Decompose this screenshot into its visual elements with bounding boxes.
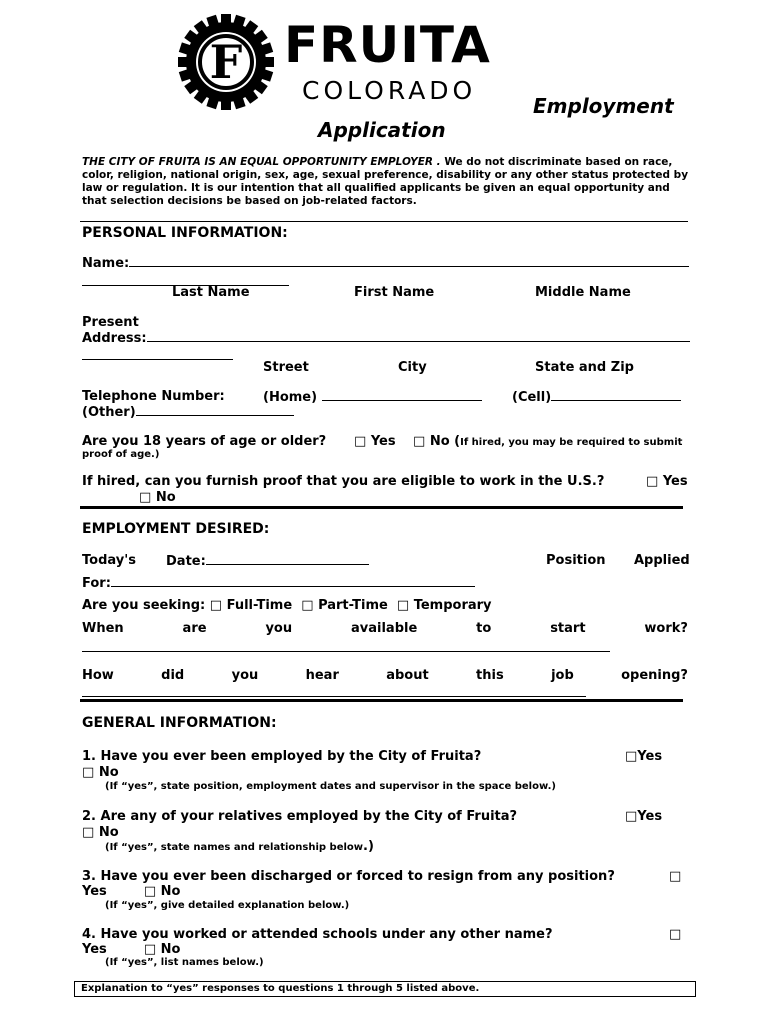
q4-no-checkbox[interactable]: □	[143, 942, 157, 957]
part-time-checkbox[interactable]: □	[301, 598, 314, 613]
other-phone-row	[82, 404, 294, 420]
age-no-label: No	[429, 434, 450, 449]
todays-date-row	[166, 553, 369, 569]
question-2: 2. Are any of your relatives employed by the City of Fruita?	[82, 809, 518, 824]
age-note: If hired, you may be required to submit	[460, 437, 683, 448]
address-field-continued[interactable]	[82, 348, 233, 360]
divider	[80, 506, 683, 509]
other-label: (Other)	[82, 405, 136, 420]
employment-heading: EMPLOYMENT DESIRED:	[82, 521, 270, 537]
work-yes-option[interactable]	[646, 474, 688, 489]
q2-yes-checkbox[interactable]: □	[625, 809, 638, 824]
part-time-label: Part-Time	[318, 598, 388, 613]
question-4: 4. Have you worked or attended schools under any other name?	[82, 927, 553, 942]
age-yes-option[interactable]	[354, 434, 396, 449]
available-word: start	[550, 621, 586, 636]
telephone-label: Telephone Number:	[82, 389, 225, 404]
available-word: When	[82, 621, 124, 636]
q3-note: (If “yes”, give detailed explanation below.)	[105, 900, 350, 911]
q1-yes-checkbox[interactable]: □	[625, 749, 638, 764]
last-name-caption: Last Name	[172, 285, 250, 300]
age-note-continued: proof of age.)	[82, 449, 160, 460]
present-label: Present	[82, 315, 139, 330]
available-word: are	[182, 621, 207, 636]
date-label: Date:	[166, 554, 206, 569]
q2-note-end: .)	[363, 839, 374, 854]
q2-no-option[interactable]	[82, 825, 119, 840]
street-caption: Street	[263, 360, 309, 375]
cell-phone-field[interactable]	[551, 389, 681, 401]
seeking-row	[82, 598, 492, 613]
temporary-label: Temporary	[413, 598, 492, 613]
q4-note: (If “yes”, list names below.)	[105, 957, 264, 968]
name-field[interactable]	[129, 255, 689, 267]
date-field[interactable]	[206, 553, 369, 565]
q3-options	[82, 884, 180, 899]
q4-yes-label: Yes	[82, 942, 107, 957]
general-heading: GENERAL INFORMATION:	[82, 715, 277, 731]
explanation-label: Explanation to “yes” responses to questions 1 through 5 listed above.	[81, 983, 480, 994]
divider	[80, 221, 688, 222]
seeking-label: Are you seeking:	[82, 598, 206, 613]
q2-yes-option[interactable]	[625, 809, 662, 824]
work-no-label: No	[155, 490, 176, 505]
q2-yes-label: Yes	[637, 809, 663, 824]
q3-no-label: No	[160, 884, 181, 899]
name-label: Name:	[82, 256, 130, 271]
q3-yes-checkbox[interactable]: □	[669, 869, 682, 884]
hear-word: did	[161, 668, 185, 683]
age-no-checkbox[interactable]: □	[413, 434, 426, 449]
available-word: available	[350, 621, 418, 636]
hear-word: job	[551, 668, 574, 683]
eeo-statement	[82, 156, 692, 208]
q1-no-checkbox[interactable]: □	[82, 765, 95, 780]
work-yes-label: Yes	[662, 474, 688, 489]
middle-name-caption: Middle Name	[535, 285, 631, 300]
hear-field[interactable]	[82, 685, 586, 697]
age-note-paren: (	[454, 434, 461, 449]
question-1: 1. Have you ever been employed by the City of Fruita?	[82, 749, 482, 764]
logo-subname: COLORADO	[302, 76, 477, 105]
full-time-checkbox[interactable]: □	[209, 598, 223, 613]
first-name-caption: First Name	[354, 285, 435, 300]
home-phone-field[interactable]	[322, 389, 482, 401]
temporary-checkbox[interactable]: □	[396, 598, 410, 613]
home-phone-row	[263, 389, 482, 405]
divider	[80, 699, 683, 702]
eeo-lead: THE CITY OF FRUITA IS AN EQUAL OPPORTUNITY EMPLOYER .	[82, 156, 441, 168]
age-yes-checkbox[interactable]: □	[354, 434, 367, 449]
work-no-option[interactable]	[139, 490, 176, 505]
hear-word: this	[476, 668, 504, 683]
q3-yes-label: Yes	[82, 884, 107, 899]
other-phone-field[interactable]	[136, 404, 294, 416]
cell-label: (Cell)	[512, 390, 552, 405]
q4-yes-checkbox[interactable]: □	[669, 927, 682, 942]
eeo-body: We do not discriminate based on race, color, religion, national origin, sex, age, sexual preference, disability or any other status protected by law or regulation. It is our intention that all qualified applicants be given an equal opportunity and that selection decisions be based on job-related factors.	[82, 156, 689, 207]
available-word: to	[476, 621, 492, 636]
logo-name: FRUITA	[284, 16, 491, 74]
personal-heading: PERSONAL INFORMATION:	[82, 225, 288, 241]
available-question	[82, 621, 688, 636]
full-time-label: Full-Time	[226, 598, 293, 613]
city-caption: City	[398, 360, 427, 375]
age-question: Are you 18 years of age or older?	[82, 434, 327, 449]
name-row	[82, 255, 689, 271]
hear-question	[82, 668, 688, 683]
available-word: work?	[644, 621, 688, 636]
q1-no-option[interactable]	[82, 765, 119, 780]
for-label: For:	[82, 576, 111, 591]
title-line-2: Application	[318, 118, 446, 142]
work-no-checkbox[interactable]: □	[139, 490, 152, 505]
question-3: 3. Have you ever been discharged or forced to resign from any position?	[82, 869, 615, 884]
available-word: you	[265, 621, 293, 636]
work-yes-checkbox[interactable]: □	[646, 474, 659, 489]
hear-word: you	[231, 668, 259, 683]
position-word-2: Applied	[634, 553, 690, 568]
q4-no-label: No	[160, 942, 181, 957]
q1-note: (If “yes”, state position, employment dates and supervisor in the space below.)	[105, 781, 556, 792]
address-label: Address:	[82, 331, 147, 346]
q1-yes-label: Yes	[637, 749, 663, 764]
age-no-option[interactable]	[413, 434, 682, 449]
hear-word: about	[386, 668, 429, 683]
q1-no-label: No	[98, 765, 119, 780]
gear-letter: F	[209, 35, 243, 89]
logo	[176, 12, 516, 112]
todays-word-1: Today's	[82, 553, 136, 568]
title-line-1: Employment	[533, 94, 674, 118]
position-word-1: Position	[546, 553, 606, 568]
state-zip-caption: State and Zip	[535, 360, 634, 375]
q2-note-row	[105, 839, 374, 854]
q2-note: (If “yes”, state names and relationship below	[105, 842, 364, 853]
hear-word: How	[82, 668, 114, 683]
address-field[interactable]	[147, 330, 690, 342]
q2-no-checkbox[interactable]: □	[82, 825, 95, 840]
explanation-box[interactable]	[74, 981, 696, 997]
address-row	[82, 330, 690, 346]
cell-phone-row	[512, 389, 681, 405]
q1-yes-option[interactable]	[625, 749, 662, 764]
q2-no-label: No	[98, 825, 119, 840]
available-field[interactable]	[82, 640, 610, 652]
q4-options	[82, 942, 180, 957]
gear-logo-icon	[176, 12, 276, 112]
position-field[interactable]	[111, 575, 475, 587]
age-yes-label: Yes	[370, 434, 396, 449]
work-eligibility-question: If hired, can you furnish proof that you are eligible to work in the U.S.?	[82, 474, 605, 489]
hear-word: hear	[305, 668, 339, 683]
position-for-row	[82, 575, 475, 591]
q3-no-checkbox[interactable]: □	[143, 884, 157, 899]
hear-word: opening?	[621, 668, 688, 683]
home-label: (Home)	[263, 390, 318, 405]
